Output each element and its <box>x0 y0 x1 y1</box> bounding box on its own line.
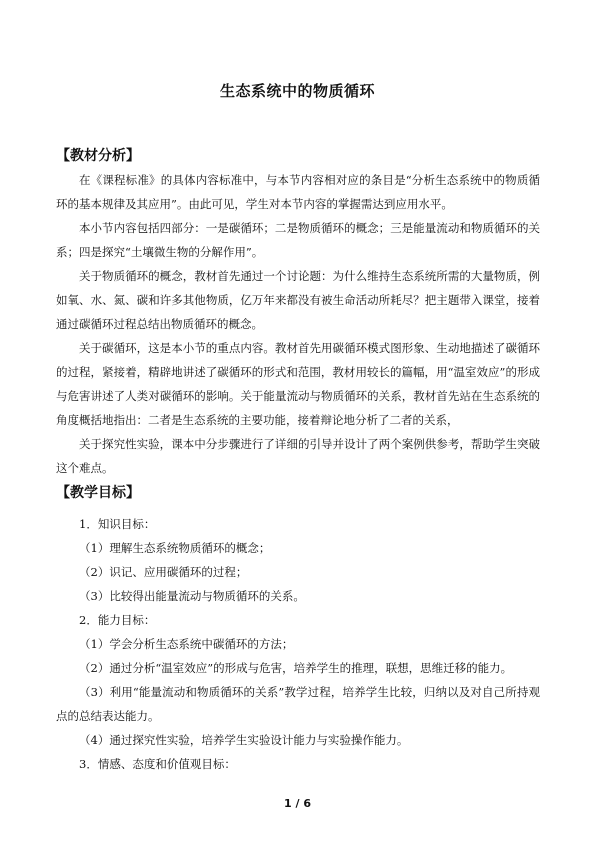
goal-line: （2）识记、应用碳循环的过程； <box>79 565 248 579</box>
page-number: 1 / 6 <box>284 797 311 810</box>
analysis-paragraph: 关于物质循环的概念，教材首先通过一个讨论题：为什么维持生态系统所需的大量物质，例如氧、水、氮、碳和许多其他物质，亿万年来都没有被生命活动所耗尽？把主题带入课堂，接着通过碳循环过程总结出物质循环的概念。 <box>56 269 540 331</box>
goal-line: 3．情感、态度和价值观目标： <box>79 757 236 771</box>
page-title: 生态系统中的物质循环 <box>219 82 375 100</box>
section-heading-goals: 【教学目标】 <box>56 485 140 501</box>
analysis-paragraph: 在《课程标准》的具体内容标准中，与本节内容相对应的条目是“分析生态系统中的物质循环的基本规律及其应用”。由此可见，学生对本节内容的掌握需达到应用水平。 <box>56 173 540 211</box>
analysis-paragraph: 关于碳循环，这是本小节的重点内容。教材首先用碳循环模式图形象、生动地描述了碳循环的过程，紧接着，精辟地讲述了碳循环的形式和范围，教材用较长的篇幅，用“温室效应”的形成与危害讲述了人类对碳循环的影响。关于能量流动与物质循环的关系，教材首先站在生态系统的角度概括地指出：二者是生态系统的主要功能，接着辩论地分析了二者的关系， <box>56 341 540 427</box>
goal-line: （3）利用“能量流动和物质循环的关系”教学过程，培养学生比较，归纳以及对自己所持观点的总结表达能力。 <box>56 685 540 723</box>
section-heading-analysis: 【教材分析】 <box>56 148 140 164</box>
goal-line: 1．知识目标： <box>79 517 156 531</box>
goal-line: （1）理解生态系统物质循环的概念； <box>79 541 271 555</box>
analysis-body <box>56 168 540 480</box>
analysis-paragraph: 关于探究性实验，课本中分步骤进行了详细的引导并设计了两个案例供参考，帮助学生突破这个难点。 <box>56 437 540 475</box>
goals-body <box>56 512 540 776</box>
goal-line: 2．能力目标： <box>79 613 156 627</box>
goal-line: （4）通过探究性实验，培养学生实验设计能力与实验操作能力。 <box>79 733 409 747</box>
analysis-paragraph: 本小节内容包括四部分：一是碳循环；二是物质循环的概念；三是能量流动和物质循环的关系；四是探究“土壤微生物的分解作用”。 <box>56 221 540 259</box>
goal-line: （3）比较得出能量流动与物质循环的关系。 <box>79 589 305 603</box>
goal-line: （2）通过分析“温室效应”的形成与危害，培养学生的推理，联想，思维迁移的能力。 <box>79 661 513 675</box>
goal-line: （1）学会分析生态系统中碳循环的方法； <box>79 637 294 651</box>
